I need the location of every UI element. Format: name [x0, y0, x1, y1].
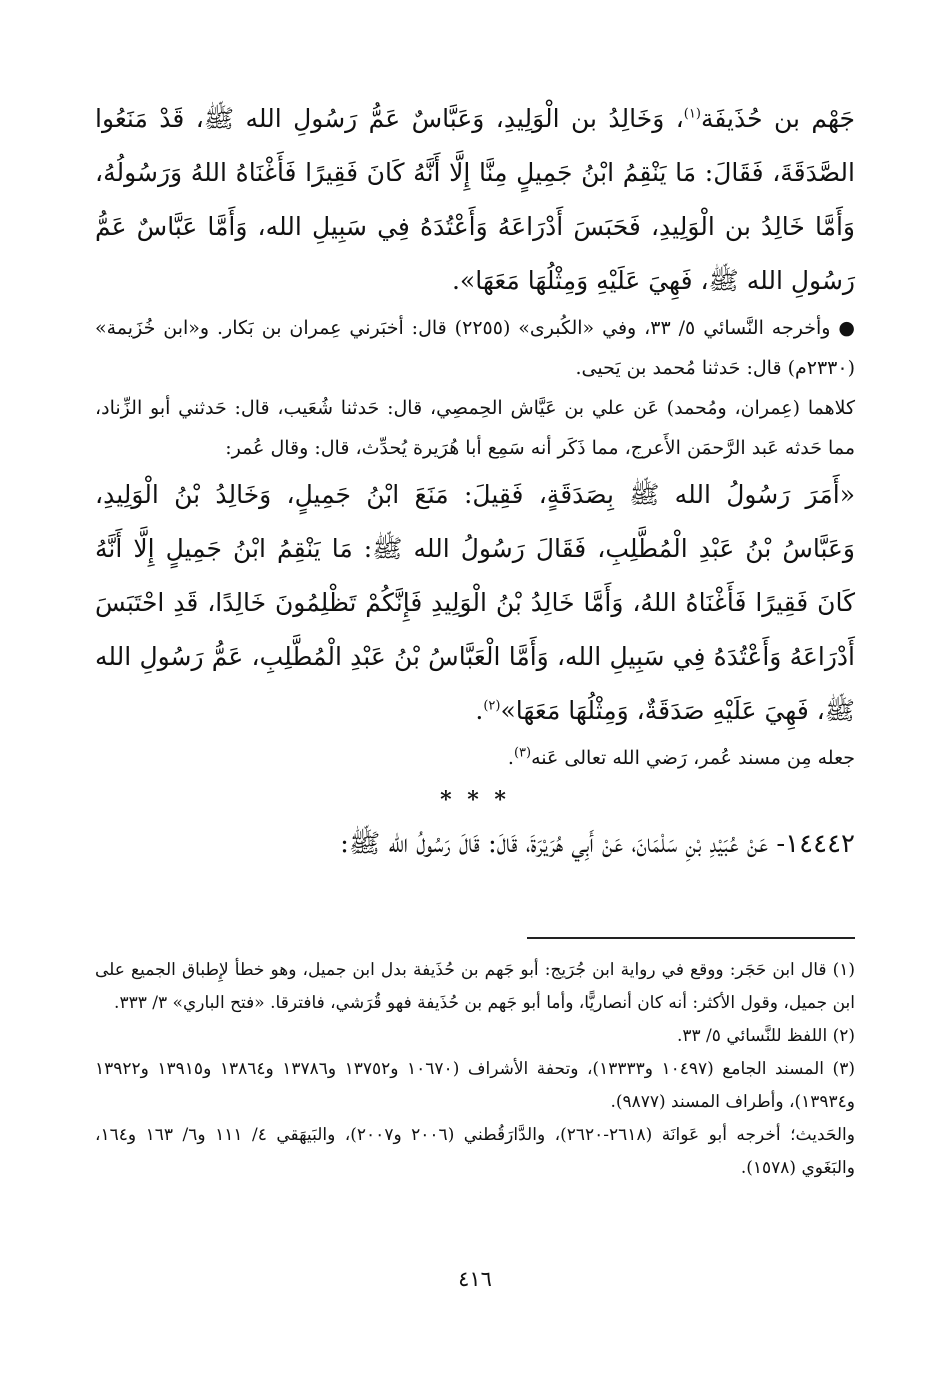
hadith-entry-heading: ١٤٤٤٢- عَنْ عُبَيْدِ بْنِ سَلْمَانَ، عَنْ أَبِي هُرَيْرَةَ، قَالَ: قَالَ رَسُولُ الله ﷺ: — [340, 829, 855, 859]
hadith-main-text: «أَمَرَ رَسُولُ الله ﷺ بِصَدَقَةٍ، فَقِيلَ: مَنَعَ ابْنُ جَمِيلٍ، وَخَالِدُ بْنُ الْوَلِيدِ، وَعَبَّاسُ بْنُ عَبْدِ الْمُطَّلِبِ، فَقَالَ رَسُولُ الله ﷺ: مَا يَنْقِمُ ابْنُ جَمِيلٍ إِلَّا أَنَّهُ كَانَ فَقِيرًا فَأَغْنَاهُ اللهُ، وَأَمَّا خَالِدُ بْنُ الْوَلِيدِ فَإِنَّكُمْ تَظْلِمُونَ خَالِدًا، قَدِ احْتَبَسَ أَدْرَاعَهُ وَأَعْتُدَهُ فِي سَبِيلِ الله، وَأَمَّا الْعَبَّاسُ بْنُ عَبْدِ الْمُطَّلِبِ، عَمُّ رَسُولِ الله ﷺ، فَهِيَ عَلَيْهِ صَدَقَةٌ، وَمِثْلُهَا مَعَهَا» — [95, 480, 855, 725]
hadith-continuation — [95, 92, 855, 308]
takhrij-text: وأخرجه النَّسائي ٥/ ٣٣، وفي «الكُبرى» (٢٢٥٥) قال: أخبَرني عِمران بن بَكار. و«ابن خُزَيمة» (٢٣٣٠م) قال: حَدثنا مُحمد بن يَحيى. — [95, 317, 855, 379]
ruling-period: . — [507, 747, 514, 769]
main-text — [95, 92, 855, 870]
page-number: ٤١٦ — [458, 1267, 492, 1291]
footnote-2: (٢) اللفظ للنَّسائي ٥/ ٣٣. — [676, 1026, 855, 1046]
ruling-note — [95, 738, 855, 778]
hadith-continuation-start: جَهْم بن حُذَيفَة — [700, 104, 855, 133]
ruling-text: جعله مِن مسند عُمر، رَضي الله تعالى عَنه — [531, 747, 855, 769]
bullet-icon: ● — [838, 317, 856, 339]
footnote-1: (١) قال ابن حَجَر: ووقع في رواية ابن جُرَيج: أبو جَهم بن حُذَيفة بدل ابن جميل، وهو خطأ لإِطباق الجميع على ابن جميل، وقول الأكثر: أنه كان أنصاريًّا، وأما أبو جَهم بن حُذَيفة فهو قُرَشي، فافترقا. «فتح الباري» ٣/ ٣٣٣. — [95, 960, 855, 1013]
footnote-ref-3[interactable]: (٣) — [513, 745, 532, 761]
page — [95, 92, 855, 1352]
section-separator: * * * — [440, 787, 510, 813]
hadith-continuation-rest: ، وَخَالِدُ بن الْوَلِيدِ، وَعَبَّاسٌ عَمُّ رَسُولِ الله ﷺ، قَدْ مَنَعُوا الصَّدَقَةَ، فَقَالَ: مَا يَنْقِمُ ابْنُ جَمِيلٍ مِنَّا إِلَّا أَنَّهُ كَانَ فَقِيرًا فَأَغْنَاهُ اللهُ وَرَسُولُهُ، وَأَمَّا خَالِدُ بن الْوَلِيدِ، فَحَبَسَ أَدْرَاعَهُ وَأَعْتُدَهُ فِي سَبِيلِ الله، وَأَمَّا عَبَّاسٌ عَمُّ رَسُولِ الله ﷺ، فَهِيَ عَلَيْهِ وَمِثْلُهَا مَعَهَا». — [95, 104, 855, 295]
hadith-main — [95, 468, 855, 738]
isnad-note: كلاهما (عِمران، ومُحمد) عَن علي بن عَيَّاش الحِمصِي، قال: حَدثنا شُعَيب، قال: حَدثني أبو الزِّناد، مما حَدثه عَبد الرَّحمَن الأَعرج، مما ذَكَر أنه سَمِع أبا هُرَيرة يُحدِّث، قال: وقال عُمر: — [95, 397, 855, 459]
footnote-3: (٣) المسند الجامع (١٠٤٩٧ و١٣٣٣٣)، وتحفة الأشراف (١٠٦٧٠ و١٣٧٥٢ و١٣٧٨٦ و١٣٨٦٤ و١٣٩١٥ و١٣٩٢٢ و١٣٩٣٤)، وأطراف المسند (٩٨٧٧). — [95, 1059, 855, 1112]
footnotes — [95, 954, 855, 1185]
takhrij-note — [95, 308, 855, 388]
footnote-3-continued: والحَديث؛ أخرجه أبو عَوانَة (٢٦١٨-٢٦٢٠)، والدَّارَقُطني (٢٠٠٦ و٢٠٠٧)، والبَيهَقي ٤/ ١١١ و٦/ ١٦٣ و١٦٤، والبَغَوي (١٥٧٨). — [95, 1125, 855, 1178]
footnote-ref-2[interactable]: (٢) — [483, 698, 501, 714]
footnote-ref-1[interactable]: (١) — [683, 106, 701, 122]
footnote-divider — [527, 937, 855, 939]
hadith-main-period: . — [475, 696, 484, 725]
